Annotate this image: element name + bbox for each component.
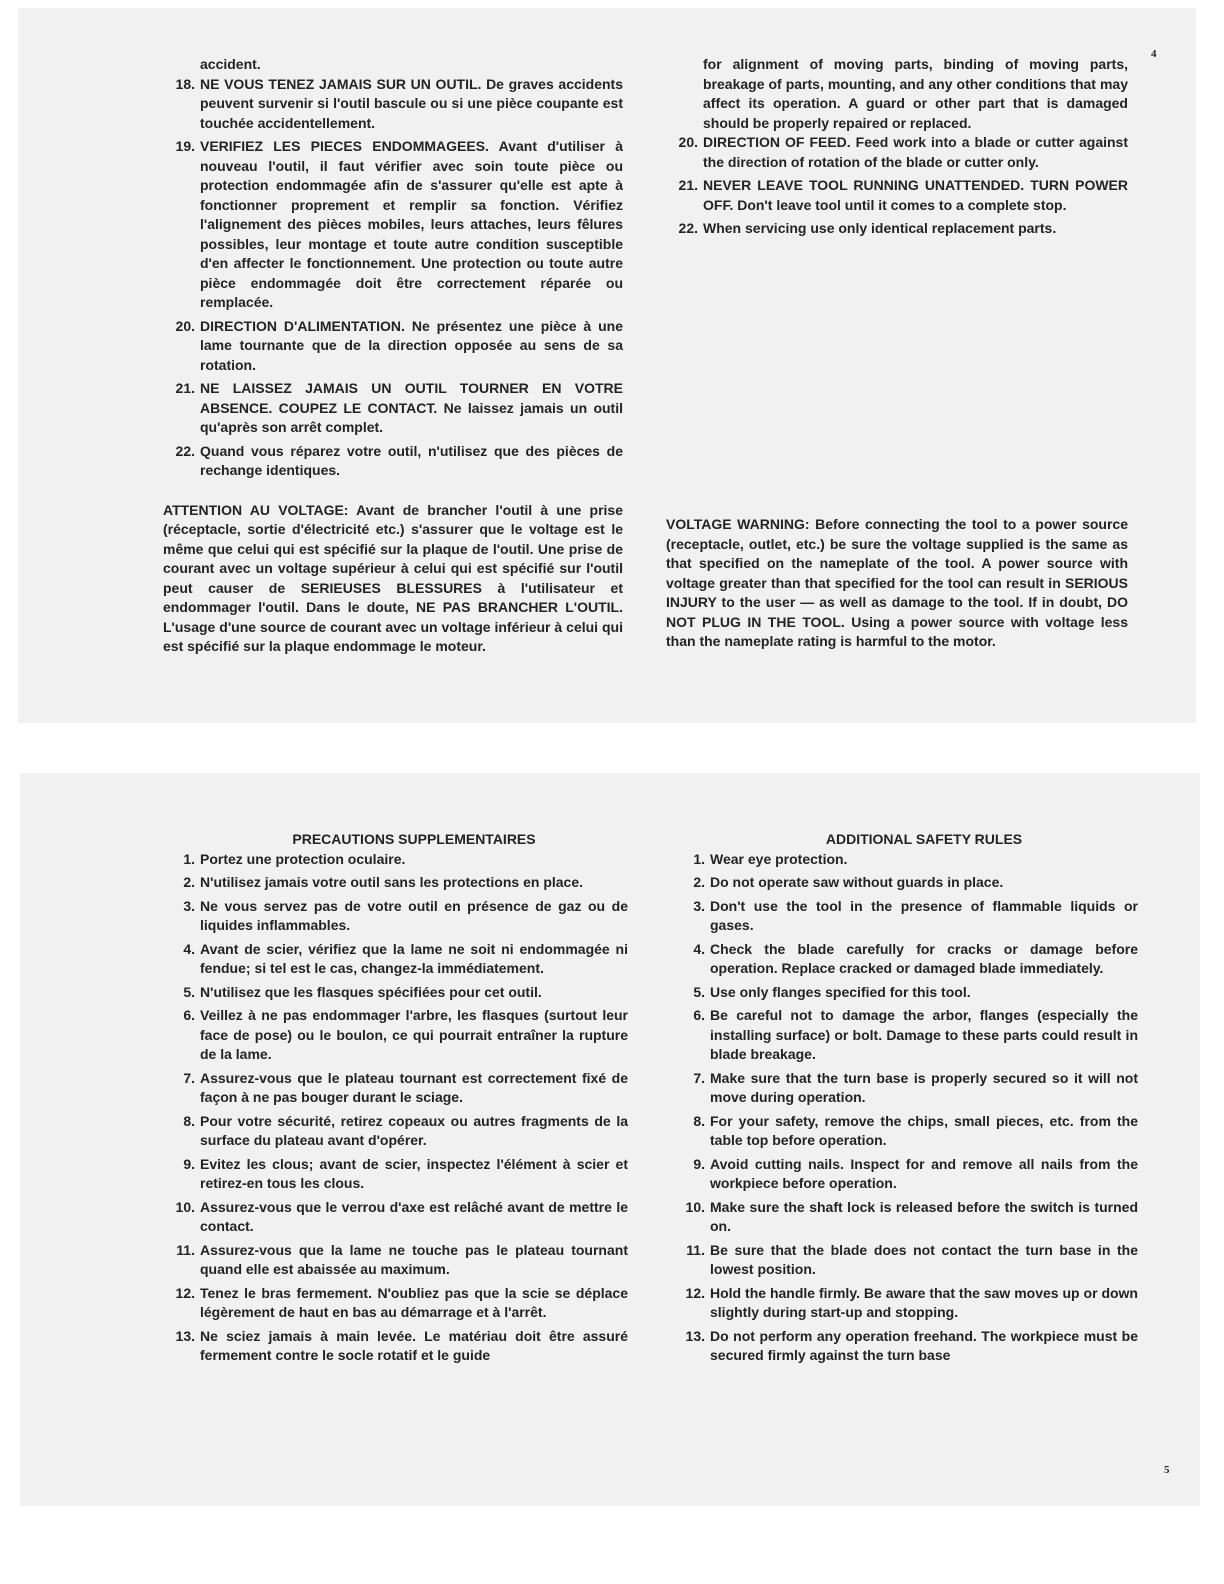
item-text: Do not perform any operation freehand. The workpiece must be secured firmly against the turn base [710, 1327, 1138, 1363]
item-text: Assurez-vous que le verrou d'axe est relâché avant de mettre le contact. [200, 1198, 628, 1234]
item-text: DIRECTION D'ALIMENTATION. Ne présentez une pièce à une lame tournante que de la direction opposée au sens de sa rotation. [200, 317, 623, 373]
item-number: 18. [175, 75, 195, 92]
item-number: 2. [693, 874, 705, 890]
list-item [673, 1069, 1138, 1108]
list-item [163, 1284, 628, 1323]
item-text: Veillez à ne pas endommager l'arbre, les flasques (surtout leur face de pose) ou le boulon, ce qui pourrait entraîner la rupture de la lame. [200, 1007, 628, 1062]
list-item [673, 873, 1138, 893]
list-item [163, 850, 628, 870]
list-item [673, 1327, 1138, 1366]
list-item [163, 1241, 628, 1280]
french-additional-rules-list [163, 850, 628, 1366]
list-item [673, 1198, 1138, 1237]
item-number: 20. [175, 317, 195, 334]
item-text: Hold the handle firmly. Be aware that the saw moves up or down slightly during start-up and stopping. [710, 1284, 1138, 1320]
item-text: Pour votre sécurité, retirez copeaux ou autres fragments de la surface du plateau avant d'opérer. [200, 1112, 628, 1148]
item-text: Be sure that the blade does not contact the turn base in the lowest position. [710, 1241, 1138, 1277]
item-text: Avant de scier, vérifiez que la lame ne soit ni endommagée ni fendue; si tel est le cas, changez-la immédiatement. [200, 940, 628, 976]
list-item [163, 75, 623, 134]
list-item [666, 219, 1128, 239]
page-number: 5 [1164, 1464, 1170, 1476]
item-number: 13. [685, 1327, 705, 1344]
continued-text: accident. [200, 56, 261, 72]
list-item [673, 897, 1138, 936]
item-number: 22. [678, 220, 698, 236]
item-text: Make sure the shaft lock is released before the switch is turned on. [710, 1198, 1138, 1234]
item-number: 20. [678, 134, 698, 150]
english-additional-rules-list [673, 850, 1138, 1366]
list-item [666, 133, 1128, 172]
item-number: 9. [183, 1155, 195, 1172]
list-item [163, 940, 628, 979]
item-number: 6. [183, 1007, 195, 1023]
item-number: 7. [693, 1069, 705, 1086]
item-text: N'utilisez que les flasques spécifiées pour cet outil. [200, 983, 542, 1000]
item-number: 19. [175, 138, 195, 154]
list-item [163, 873, 628, 893]
item-number: 10. [175, 1198, 195, 1215]
item-text: NEVER LEAVE TOOL RUNNING UNATTENDED. TURN POWER OFF. Don't leave tool until it comes to a complete stop. [703, 177, 1128, 213]
item-number: 6. [693, 1007, 705, 1023]
list-item [673, 1155, 1138, 1194]
section-heading-en: ADDITIONAL SAFETY RULES [825, 831, 1023, 847]
item-number: 9. [693, 1155, 705, 1172]
list-item [163, 379, 623, 438]
item-number: 7. [183, 1069, 195, 1086]
item-text: Assurez-vous que la lame ne touche pas le plateau tournant quand elle est abaissée au maximum. [200, 1241, 628, 1277]
list-item [673, 1241, 1138, 1280]
item-number: 10. [685, 1198, 705, 1215]
item-text: NE LAISSEZ JAMAIS UN OUTIL TOURNER EN VOTRE ABSENCE. COUPEZ LE CONTACT. Ne laissez jamais un outil qu'après son arrêt complet. [200, 380, 623, 435]
item-number: 4. [183, 940, 195, 957]
list-item [163, 137, 623, 313]
item-number: 3. [693, 897, 705, 914]
list-item [666, 176, 1128, 215]
list-item [163, 1198, 628, 1237]
list-item [163, 897, 628, 936]
item-number: 12. [685, 1284, 705, 1301]
item-text: Wear eye protection. [710, 850, 848, 867]
item-text: DIRECTION OF FEED. Feed work into a blade or cutter against the direction of rotation of the blade or cutter only. [703, 134, 1128, 170]
list-item [163, 1112, 628, 1151]
item-number: 1. [693, 850, 705, 867]
item-number: 5. [183, 983, 195, 1000]
item-number: 2. [183, 874, 195, 890]
item-number: 3. [183, 897, 195, 914]
list-item [163, 442, 623, 481]
page-5-english-column [673, 830, 1138, 1370]
french-rules-list [163, 75, 623, 481]
item-number: 4. [693, 940, 705, 957]
list-item [163, 1327, 628, 1366]
item-number: 8. [693, 1112, 705, 1129]
item-number: 22. [175, 442, 195, 459]
item-number: 5. [693, 983, 705, 1000]
item-text: N'utilisez jamais votre outil sans les protections en place. [200, 874, 584, 890]
list-item [163, 317, 623, 376]
section-heading-fr: PRECAUTIONS SUPPLEMENTAIRES [292, 831, 536, 847]
english-rules-list [666, 133, 1128, 239]
item-text: Be careful not to damage the arbor, flanges (especially the installing surface) or bolt. Damage to these parts could result in blade breakage. [710, 1007, 1138, 1062]
voltage-warning-en: VOLTAGE WARNING: Before connecting the tool to a power source (receptacle, outlet, etc.) be sure the voltage supplied is the same as that specified on the nameplate of the tool. A power source with voltage greater than that specified for the tool can result in SERIOUS INJURY to the user — as well as damage to the tool. If in doubt, DO NOT PLUG IN THE TOOL. Using a power source with voltage less than the nameplate rating is harmful to the motor. [666, 516, 1128, 649]
list-item [163, 983, 628, 1003]
list-item [163, 1006, 628, 1065]
item-text: NE VOUS TENEZ JAMAIS SUR UN OUTIL. De graves accidents peuvent survenir si l'outil bascule ou si une pièce coupante est touchée accidentellement. [200, 75, 623, 131]
item-text: Check the blade carefully for cracks or damage before operation. Replace cracked or damaged blade immediately. [710, 940, 1138, 976]
list-item [673, 1112, 1138, 1151]
item-text: Do not operate saw without guards in place. [710, 874, 1004, 890]
list-item [673, 850, 1138, 870]
item-number: 1. [183, 850, 195, 867]
item-text: Portez une protection oculaire. [200, 850, 406, 867]
list-item [163, 1069, 628, 1108]
item-number: 11. [686, 1241, 705, 1258]
item-text: Use only flanges specified for this tool. [710, 983, 971, 1000]
list-item [673, 1006, 1138, 1065]
continued-text: for alignment of moving parts, binding of moving parts, breakage of parts, mounting, and any other conditions that may affect its operation. A guard or other part that is damaged should be properly repaired or replaced. [703, 56, 1128, 131]
item-text: Avoid cutting nails. Inspect for and remove all nails from the workpiece before operation. [710, 1155, 1138, 1191]
item-text: For your safety, remove the chips, small pieces, etc. from the table top before operation. [710, 1112, 1138, 1148]
item-text: Make sure that the turn base is properly secured so it will not move during operation. [710, 1069, 1138, 1105]
item-text: Quand vous réparez votre outil, n'utilisez que des pièces de rechange identiques. [200, 442, 623, 478]
item-text: Tenez le bras fermement. N'oubliez pas que la scie se déplace légèrement de haut en bas au démarrage et à l'arrêt. [200, 1284, 628, 1320]
item-text: Ne sciez jamais à main levée. Le matériau doit être assuré fermement contre le socle rotatif et le guide [200, 1327, 628, 1363]
item-text: Evitez les clous; avant de scier, inspectez l'élément à scier et retirez-en tous les clous. [200, 1155, 628, 1191]
item-text: Ne vous servez pas de votre outil en présence de gaz ou de liquides inflammables. [200, 897, 628, 933]
list-item [673, 983, 1138, 1003]
list-item [673, 1284, 1138, 1323]
item-number: 13. [175, 1327, 195, 1344]
item-number: 8. [183, 1112, 195, 1129]
page-5-french-column [163, 830, 628, 1370]
item-text: VERIFIEZ LES PIECES ENDOMMAGEES. Avant d'utiliser à nouveau l'outil, il faut vérifier avec soin toute pièce ou protection endommagée afin de s'assurer qu'elle est apte à fonctionner proprement et remplir sa fonction. Vérifiez l'alignement des pièces mobiles, leurs attaches, leurs fêlures possibles, leur montage et toute autre condition susceptible d'en affecter le fonctionnement. Une protection ou toute autre pièce endommagée doit être correctement réparée ou remplacée. [200, 138, 623, 310]
page-4-french-column [163, 55, 623, 657]
item-number: 12. [175, 1284, 195, 1301]
list-item [673, 940, 1138, 979]
item-text: When servicing use only identical replacement parts. [703, 220, 1057, 236]
voltage-warning-fr: ATTENTION AU VOLTAGE: Avant de brancher l'outil à une prise (réceptacle, sortie d'électricité etc.) s'assurer que le voltage est le même que celui qui est spécifié sur la plaque de l'outil. Une prise de courant avec un voltage supérieur à celui qui est spécifié sur l'outil peut causer de SERIEUSES BLESSURES à l'utilisateur et endommager l'outil. Dans le doute, NE PAS BRANCHER L'OUTIL. L'usage d'une source de courant avec un voltage inférieur à celui qui est spécifié sur la plaque endommage le moteur. [163, 501, 623, 654]
item-number: 11. [176, 1241, 195, 1258]
item-number: 21. [678, 177, 698, 193]
list-item [163, 1155, 628, 1194]
page-number: 4 [1151, 48, 1157, 60]
item-text: Don't use the tool in the presence of flammable liquids or gases. [710, 897, 1138, 933]
page-4-english-column [666, 55, 1128, 649]
item-text: Assurez-vous que le plateau tournant est correctement fixé de façon à ne pas bouger durant le sciage. [200, 1069, 628, 1105]
item-number: 21. [175, 380, 195, 396]
